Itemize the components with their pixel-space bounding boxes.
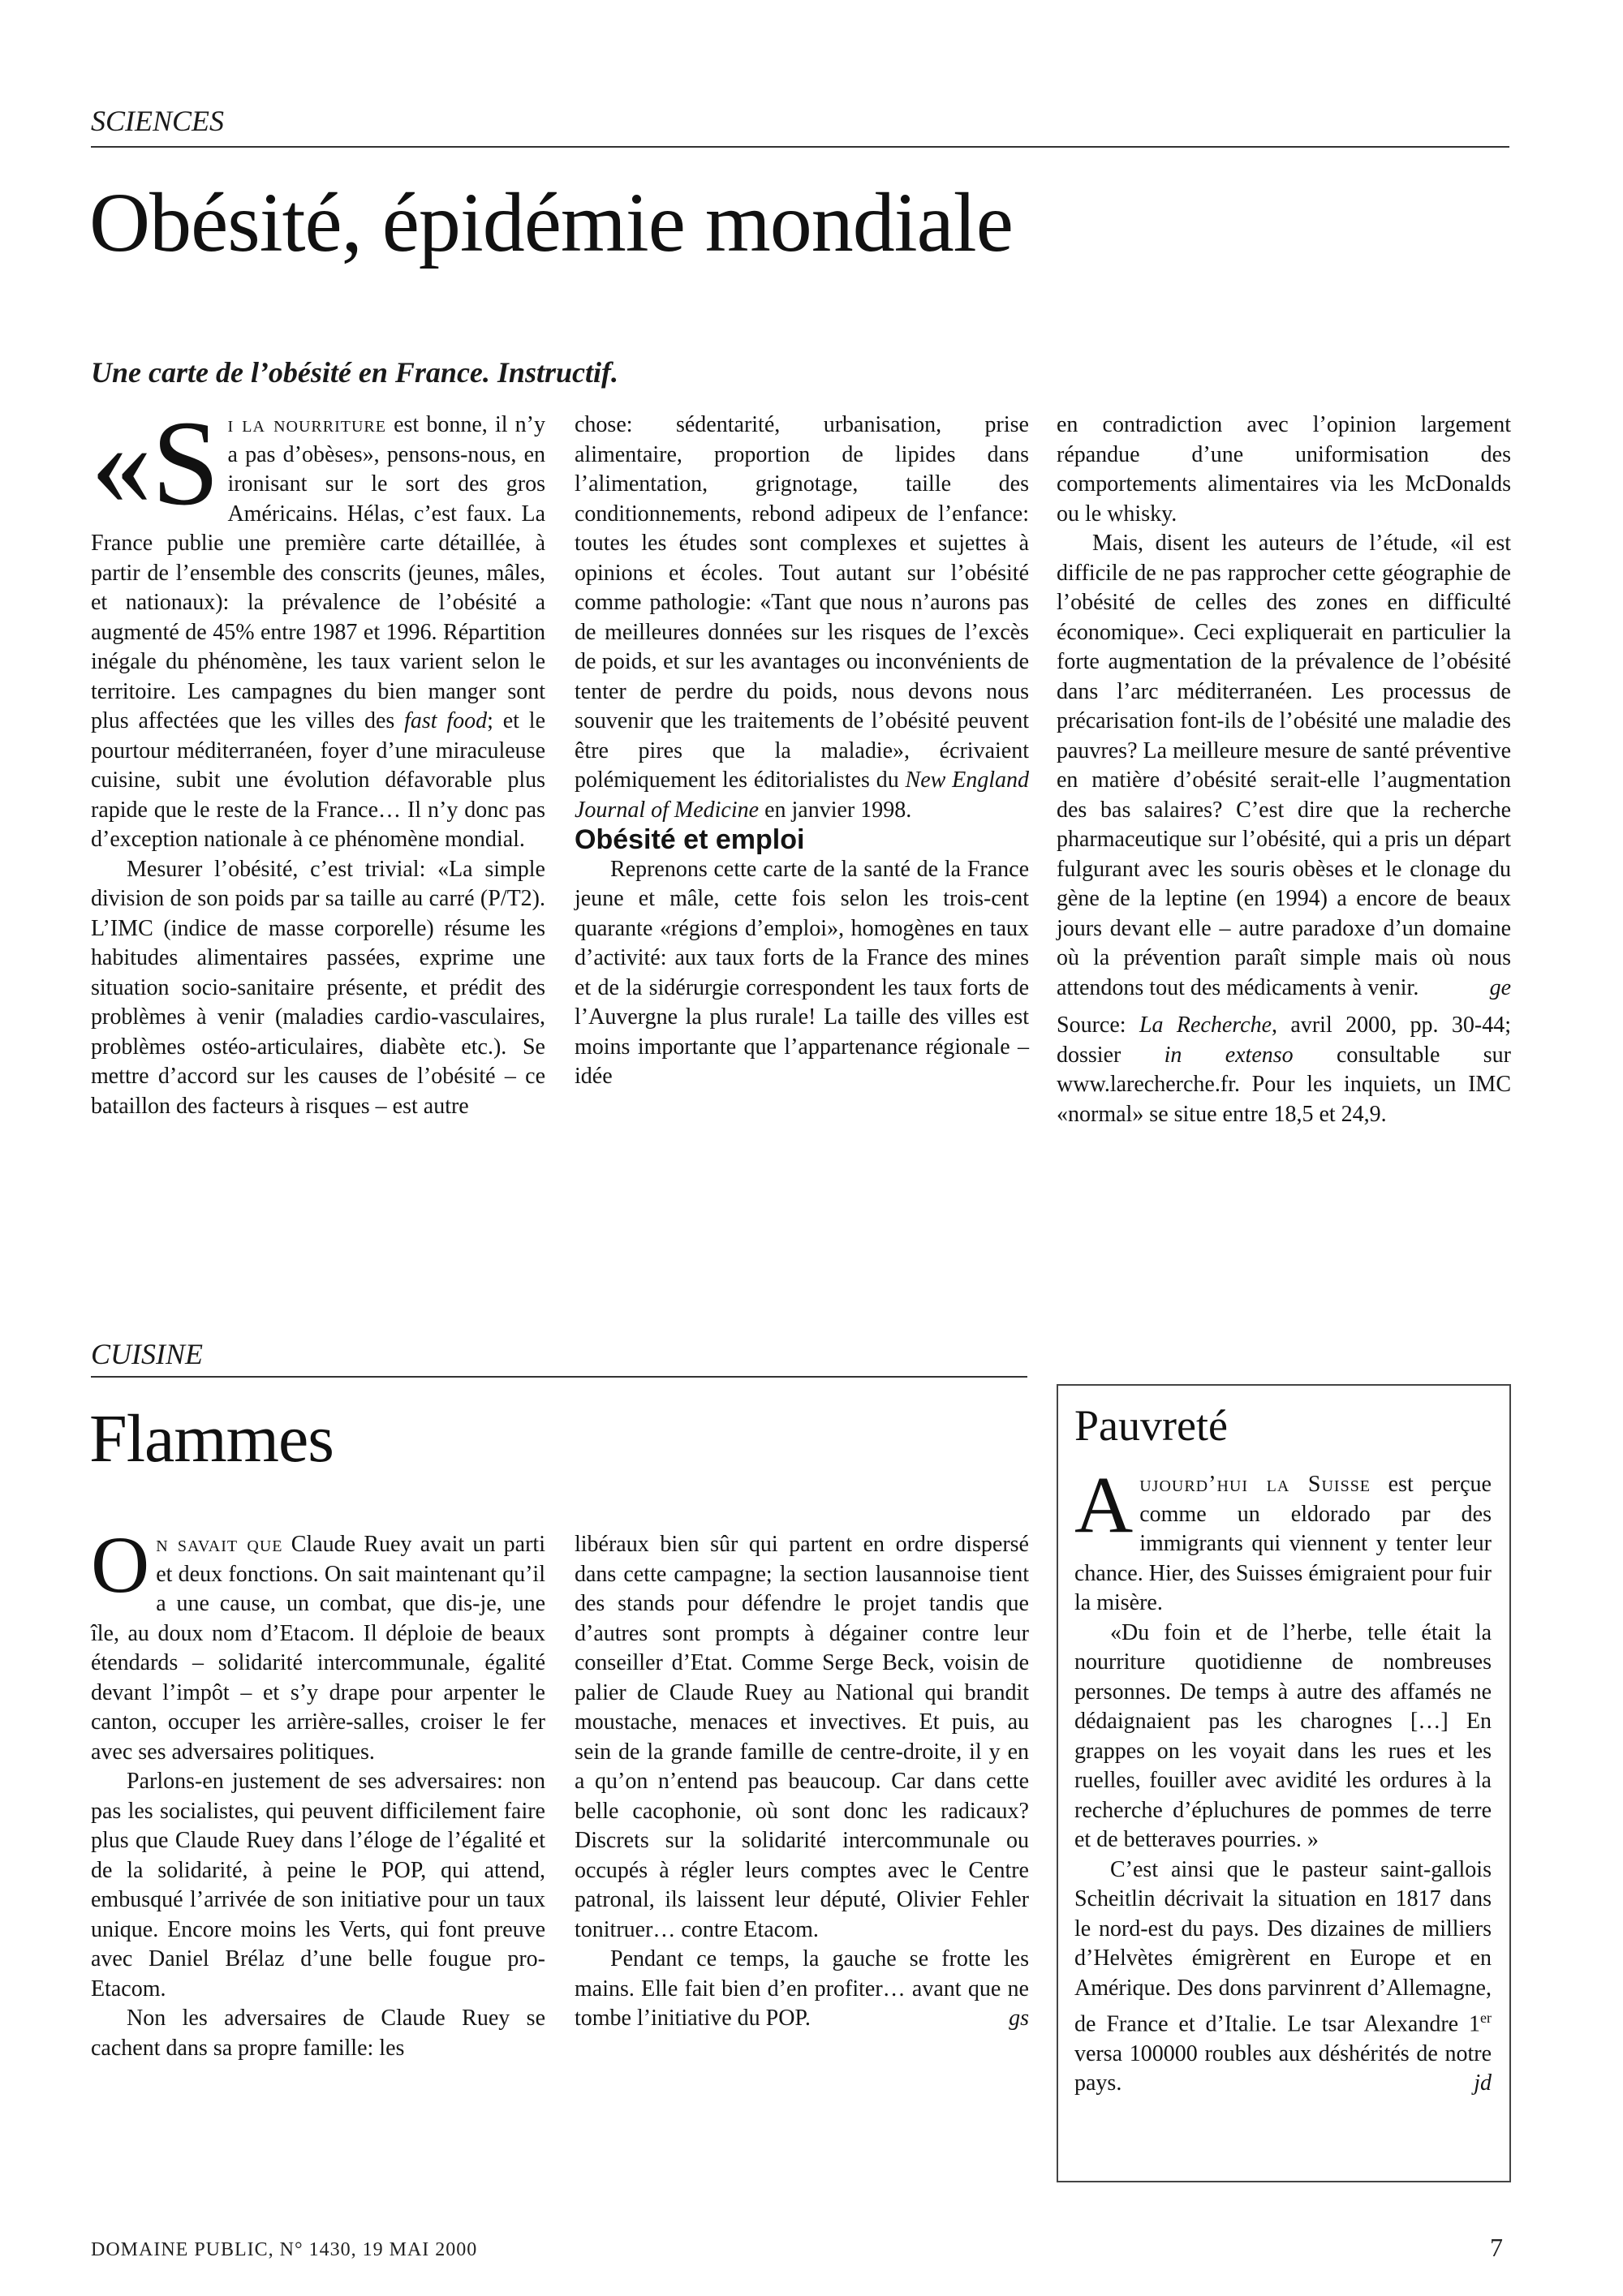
author-signature: jd — [1474, 2070, 1492, 2096]
article-column-2 — [575, 411, 1029, 1092]
subheading: Obésité et emploi — [575, 824, 805, 855]
article-column-3 — [1057, 411, 1511, 1129]
author-signature: gs — [1009, 2006, 1029, 2031]
article-paragraph: On savait que Claude Ruey avait un parti et deux fonctions. On sait maintenant qu’il a une cause, un combat, que dis-je, une île, au doux nom d’Etacom. Il déploie de beaux étendards – solidarité intercommunale, égalité devant l’impôt – et s’y drape pour arpenter le canton, occuper les arrière-salles, croiser le fer avec ses adversaires politiques. — [91, 1520, 545, 1765]
footer-publication: DOMAINE PUBLIC, N° 1430, 19 MAI 2000 — [91, 2239, 478, 2260]
article-paragraph: libéraux bien sûr qui partent en ordre dispersé dans cette campagne; la section lausannoise tient des stands pour défendre le projet tandis que d’autres sont prompts à dégainer contre leur conseiller d’Etat. Comme Serge Beck, voisin de palier de Claude Ruey au National qui brandit moustache, menaces et invectives. Et puis, au sein de la grande famille de centre-droite, il y en a qu’on n’entend pas beaucoup. Car dans cette belle cacophonie, où sont donc les radicaux? Discrets sur la solidarité intercommunale ou occupés à régler leurs comptes avec le Centre patronal, ils laissent leur député, Olivier Fehler tonitruer… contre Etacom. — [575, 1532, 1029, 1942]
article-headline: Flammes — [89, 1401, 334, 1477]
article-headline: Obésité, épidémie mondiale — [89, 176, 1013, 269]
article-paragraph: Mais, disent les auteurs de l’étude, «il est difficile de ne pas rapprocher cette géographie de l’obésité de celles des zones en difficulté économique». Ceci expliquerait en particulier la forte augmentation de la prévalence de l’obésité dans l’arc méditerranéen. Les processus de précarisation font-ils de l’obésité une maladie des pauvres? La meilleure mesure de santé préventive en matière d’obésité serait-elle l’augmentation des bas salaires? C’est dire que la recherche pharmaceutique sur l’obésité, qui a pris un départ fulgurant avec les souris obèses et le clonage du gène de la leptine (en 1994) a encore de beaux jours devant elle – autre paradoxe d’un domaine où la prévention paraît simple mais où nous attendons tout des médicaments à venir. ge — [1057, 529, 1511, 1003]
page-number: 7 — [1490, 2233, 1503, 2262]
section-rubric-sciences: SCIENCES — [91, 105, 225, 137]
box-paragraph: «Du foin et de l’herbe, telle était la nourriture quotidienne de nombreuses personnes. De temps à autre des affamés ne dédaignaient pas les charognes […] En grappes on les voyait dans les rues et les ruelles, fouiller avec avidité les ordures à la recherche d’épluchures de pommes de terre et de betteraves pourries. » — [1074, 1619, 1492, 1852]
source-note: Source: La Recherche, avril 2000, pp. 30-44; dossier in extenso consultable sur www.larecherche.fr. Pour les inquiets, un IMC «normal» se situe entre 18,5 et 24,9. — [1057, 1013, 1512, 1127]
article-column-2 — [575, 1530, 1029, 2034]
article-lead: Une carte de l’obésité en France. Instructif. — [91, 356, 618, 389]
article-paragraph: Mesurer l’obésité, c’est trivial: «La simple division de son poids par sa taille au carré (P/T2). L’IMC (indice de masse corporelle) résume les habitudes alimentaires passées, exprime une situation socio-sanitaire présente, et prédit des problèmes à venir (maladies cardio-vasculaires, problèmes ostéo-articulaires, diabète etc.). Se mettre d’accord sur les causes de l’obésité – ce bataillon des facteurs à risques – est autre — [91, 856, 545, 1119]
section-rule — [91, 146, 1509, 148]
article-paragraph: Parlons-en justement de ses adversaires: non pas les socialistes, qui peuvent difficilement faire plus que Claude Ruey dans l’éloge de l’égalité et de la solidarité, à peine le POP, qui attend, embusqué l’arrivée de son initiative pour un taux unique. Encore moins les Verts, qui font preuve avec Daniel Brélaz d’une belle fougue pro-Etacom. — [91, 1769, 545, 2001]
article-paragraph: Pendant ce temps, la gauche se frotte les mains. Elle fait bien d’en profiter… avant que ne tombe l’initiative du POP. gs — [575, 1945, 1029, 2034]
box-paragraph: C’est ainsi que le pasteur saint-gallois Scheitlin décrivait la situation en 1817 dans le nord-est du pays. Des dizaines de milliers d’Helvètes émigrèrent en Europe et en Amérique. Des dons parvinrent d’Allemagne, de France et d’Italie. Le tsar Alexandre 1er versa 100000 roubles aux déshérités de notre pays. jd — [1074, 1855, 1492, 2099]
section-rule — [91, 1376, 1027, 1378]
box-paragraph: Aujourd’hui la Suisse est perçue comme un eldorado par des immigrants qui viennent y tenter leur chance. Hier, des Suisses émigraient pour fuir la misère. — [1074, 1460, 1492, 1615]
box-title: Pauvreté — [1074, 1401, 1228, 1450]
sidebar-box — [1057, 1384, 1511, 2182]
box-body — [1074, 1460, 1492, 2099]
article-paragraph: Non les adversaires de Claude Ruey se cachent dans sa propre famille: les — [91, 2006, 545, 2061]
drop-cap: A — [1074, 1460, 1134, 1550]
article-paragraph: chose: sédentarité, urbanisation, prise alimentaire, proportion de lipides dans l’alimentation, grignotage, taille des conditionnements, rebond adipeux de l’enfance: toutes les études sont complexes et sujettes à opinions et écoles. Tout autant sur l’obésité comme pathologie: «Tant que nous n’aurons pas de meilleures données sur les risques de l’excès de poids, et sur les avantages ou inconvénients de tenter de perdre du poids, nous devons nous souvenir que les traitements de l’obésité peuvent être pires que la maladie», écrivaient polémiquement les éditorialistes du New England Journal of Medicine en janvier 1998. — [575, 412, 1030, 823]
article-paragraph: «Si la nourriture est bonne, il n’y a pas d’obèses», pensons-nous, en ironisant sur le sort des gros Américains. Hélas, c’est faux. La France publie une première carte détaillée, à partir de l’ensemble des conscrits (jeunes, mâles, et nationaux): la prévalence de l’obésité a augmenté de 45% entre 1987 et 1996. Répartition inégale du phénomène, les taux varient selon le territoire. Les campagnes du bien manger sont plus affectées que les villes des fast food; et le pourtour méditerranéen, foyer d’une miraculeuse cuisine, subit une évolution défavorable plus rapide que le reste de la France… Il n’y donc pas d’exception nationale à ce phénomène mondial. — [91, 396, 545, 852]
article-paragraph: en contradiction avec l’opinion largement répandue d’une uniformisation des comportements alimentaires via les McDonalds ou le whisky. — [1057, 412, 1511, 527]
article-column-1 — [91, 396, 545, 1121]
drop-cap: «S — [91, 396, 220, 531]
article-paragraph: Reprenons cette carte de la santé de la France jeune et mâle, cette fois selon les trois-cent quarante «régions d’emploi», homogènes en taux d’activité: aux taux forts de la France des mines et de la sidérurgie correspondent les taux forts de l’Auvergne la plus rurale! La taille des villes est moins importante que l’appartenance régionale – idée — [575, 856, 1029, 1089]
article-column-1 — [91, 1520, 545, 2063]
drop-cap: O — [91, 1520, 150, 1610]
author-signature: ge — [1489, 974, 1511, 1000]
section-rubric-cuisine: CUISINE — [91, 1338, 203, 1370]
